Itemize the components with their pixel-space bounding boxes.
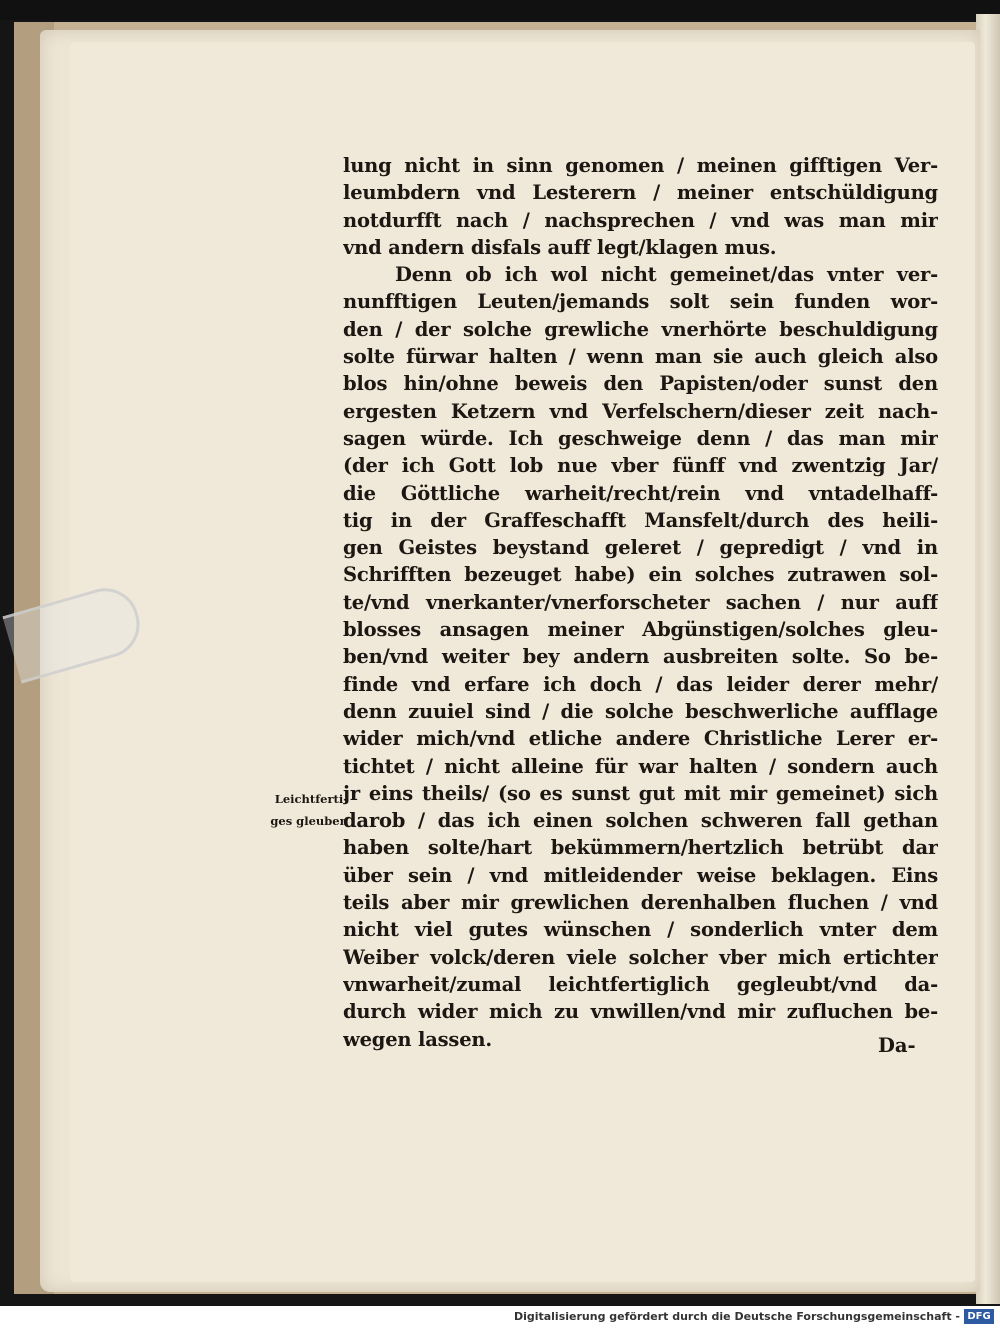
text-line: die Göttliche warheit/recht/rein vnd vntadelhaff- (343, 481, 938, 505)
text-line: haben solte/hart bekümmern/hertzlich betrübt dar (343, 836, 938, 860)
text-line: sagen würde. Ich geschweige denn / das man mir (343, 426, 938, 450)
text-line: Schrifften bezeuget habe) ein solches zutrawen sol- (343, 563, 938, 587)
marginal-note-line: ges gleuben (270, 814, 348, 828)
text-line: über sein / vnd mitleidender weise beklagen. Eins (343, 863, 938, 887)
text-line: den / der solche grewliche vnerhörte beschuldigung (343, 317, 938, 341)
marginal-note (238, 788, 348, 832)
text-line: lung nicht in sinn genomen / meinen gifftigen Ver- (343, 154, 938, 177)
text-line: denn zuuiel sind / die solche beschwerliche aufflage (343, 699, 938, 723)
text-line: ergesten Ketzern vnd Verfelschern/dieser zeit nach- (343, 399, 938, 423)
text-line: wegen lassen. (343, 1027, 492, 1051)
text-line: te/vnd vnerkanter/vnerforscheter sachen / nur auff (343, 590, 938, 614)
text-line: tichtet / nicht alleine für war halten / sondern auch (343, 754, 938, 778)
text-line: nicht viel gutes wünschen / sonderlich vnter dem (343, 918, 938, 942)
body-text (343, 152, 938, 1053)
text-line: blos hin/ohne beweis den Papisten/oder sunst den (343, 372, 938, 396)
text-line: vnwarheit/zumal leichtfertiglich gegleubt/vnd da- (343, 972, 938, 996)
text-line: wider mich/vnd etliche andere Christliche Lerer er- (343, 727, 938, 751)
text-line: blosses ansagen meiner Abgünstigen/solches gleu- (343, 618, 938, 642)
digitization-footer (0, 1306, 1000, 1328)
marginal-note-line: Leichtferti- (274, 792, 348, 806)
text-line: nunfftigen Leuten/jemands solt sein funden wor- (343, 290, 938, 314)
text-line: finde vnd erfare ich doch / das leider derer mehr/ (343, 672, 938, 696)
text-line: darob / das ich einen solchen schweren fall gethan (343, 809, 938, 833)
text-line: durch wider mich zu vnwillen/vnd mir zufluchen be- (343, 1000, 938, 1024)
dfg-logo: DFG (964, 1309, 994, 1324)
text-line: jr eins theils/ (so es sunst gut mit mir gemeinet) sich (343, 781, 938, 805)
funding-credit: Digitalisierung gefördert durch die Deutsche Forschungsgemeinschaft - (513, 1310, 960, 1323)
text-line: solte fürwar halten / wenn man sie auch gleich also (343, 345, 938, 369)
text-line: tig in der Graffeschafft Mansfelt/durch des heili- (343, 508, 938, 532)
scan-top-edge (0, 0, 1000, 20)
text-line: vnd andern disfals auff legt/klagen mus. (343, 235, 777, 259)
text-line: notdurfft nach / nachsprechen / vnd was man mir (343, 208, 938, 232)
text-line: gen Geistes beystand geleret / gepredigt / vnd in (343, 536, 938, 560)
text-line: Denn ob ich wol nicht gemeinet/das vnter ver- (395, 263, 938, 287)
text-line: Weiber volck/deren viele solcher vber mich ertichter (343, 945, 938, 969)
catchword: Da- (878, 1034, 916, 1057)
text-line: ben/vnd weiter bey andern ausbreiten solte. So be- (343, 645, 938, 669)
text-line: (der ich Gott lob nue vber fünff vnd zwentzig Jar/ (343, 454, 938, 478)
text-line: teils aber mir grewlichen derenhalben fluchen / vnd (343, 891, 938, 915)
text-line: leumbdern vnd Lesterern / meiner entschüldigung (343, 181, 938, 205)
